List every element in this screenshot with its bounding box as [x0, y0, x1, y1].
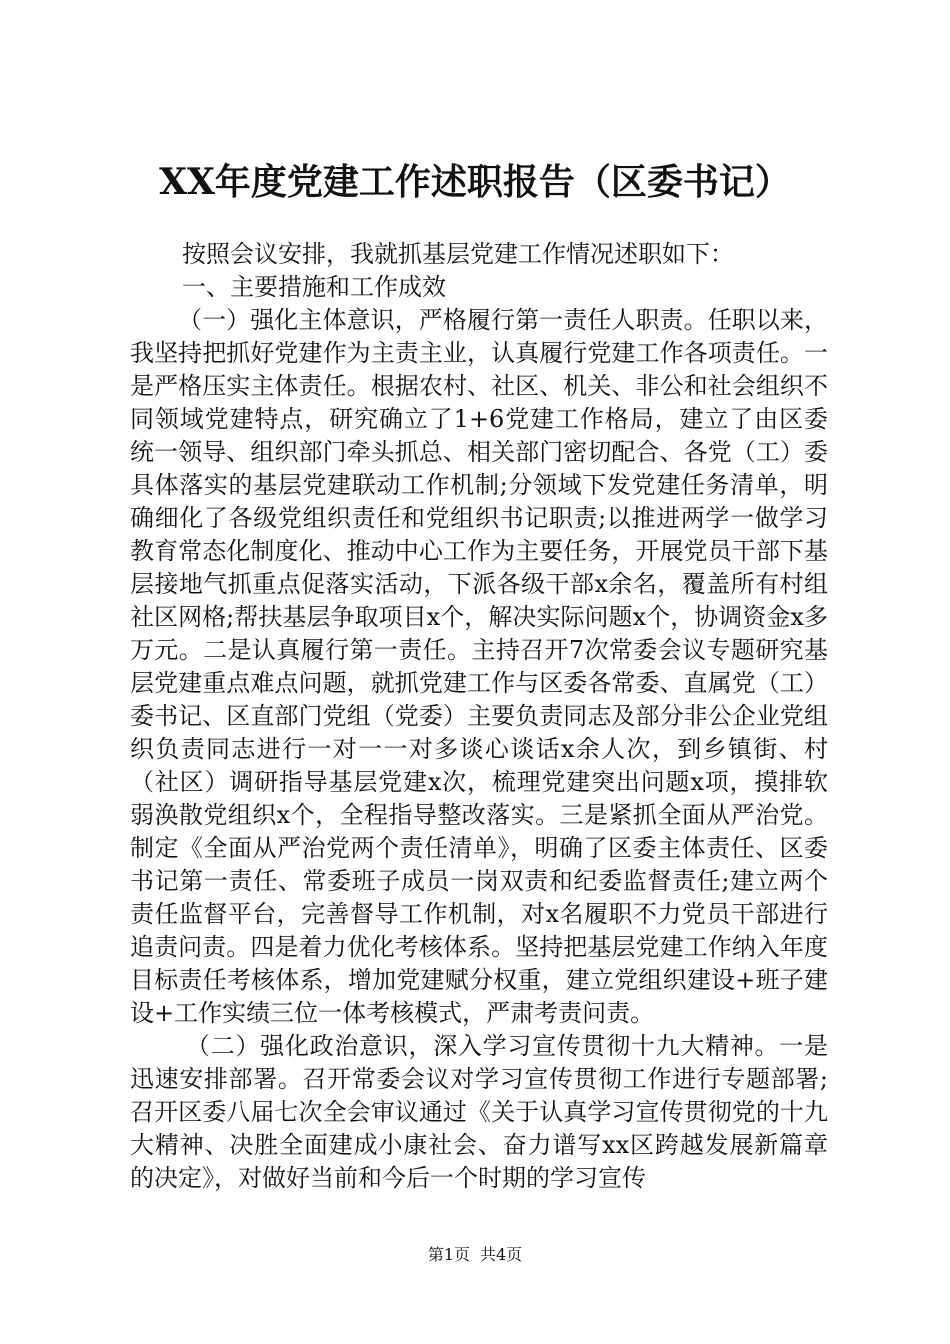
body-paragraph: （一）强化主体意识，严格履行第一责任人职责。任职以来，我坚持把抓好党建作为主责主业，认真履行党建工作各项责任。一是严格压实主体责任。根据农村、社区、机关、非公和社会组织不同领域党建特点，研究确立了1+6党建工作格局，建立了由区委统一领导、组织部门牵头抓总、相关部门密切配合、各党（工）委具体落实的基层党建联动工作机制;分领域下发党建任务清单，明确细化了各级党组织责任和党组织书记职责;以推进两学一做学习教育常态化制度化、推动中心工作为主要任务，开展党员干部下基层接地气抓重点促落实活动，下派各级干部x余名，覆盖所有村组社区网格;帮扶基层争取项目x个，解决实际问题x个，协调资金x多万元。二是认真履行第一责任。主持召开7次常委会议专题研究基层党建重点难点问题，就抓党建工作与区委各常委、直属党（工）委书记、区直部门党组（党委）主要负责同志及部分非公企业党组织负责同志进行一对一一对多谈心谈话x余人次，到乡镇街、村（社区）调研指导基层党建x次，梳理党建突出问题x项，摸排软弱涣散党组织x个，全程指导整改落实。三是紧抓全面从严治党。制定《全面从严治党两个责任清单》，明确了区委主体责任、区委书记第一责任、常委班子成员一岗双责和纪委监督责任;建立两个责任监督平台，完善督导工作机制，对x名履职不力党员干部进行追责问责。四是着力优化考核体系。坚持把基层党建工作纳入年度目标责任考核体系，增加党建赋分权重，建立党组织建设+班子建设+工作实绩三位一体考核模式，严肃考责问责。: [130, 306, 828, 1027]
page-footer: [0, 1244, 950, 1266]
section-heading: 一、主要措施和工作成效: [182, 273, 446, 301]
intro-paragraph: 按照会议安排，我就抓基层党建工作情况述职如下：: [182, 240, 734, 268]
document-body: [130, 238, 828, 1195]
page-number: 第1页: [427, 1245, 470, 1264]
page-total: 共4页: [480, 1245, 523, 1264]
document-title: XX年度党建工作述职报告（区委书记）: [159, 161, 791, 203]
body-paragraph: （二）强化政治意识，深入学习宣传贯彻十九大精神。一是迅速安排部署。召开常委会议对学习宣传贯彻工作进行专题部署;召开区委八届七次全会审议通过《关于认真学习宣传贯彻党的十九大精神、决胜全面建成小康社会、奋力谱写xx区跨越发展新篇章的决定》，对做好当前和今后一个时期的学习宣传: [130, 1032, 828, 1192]
